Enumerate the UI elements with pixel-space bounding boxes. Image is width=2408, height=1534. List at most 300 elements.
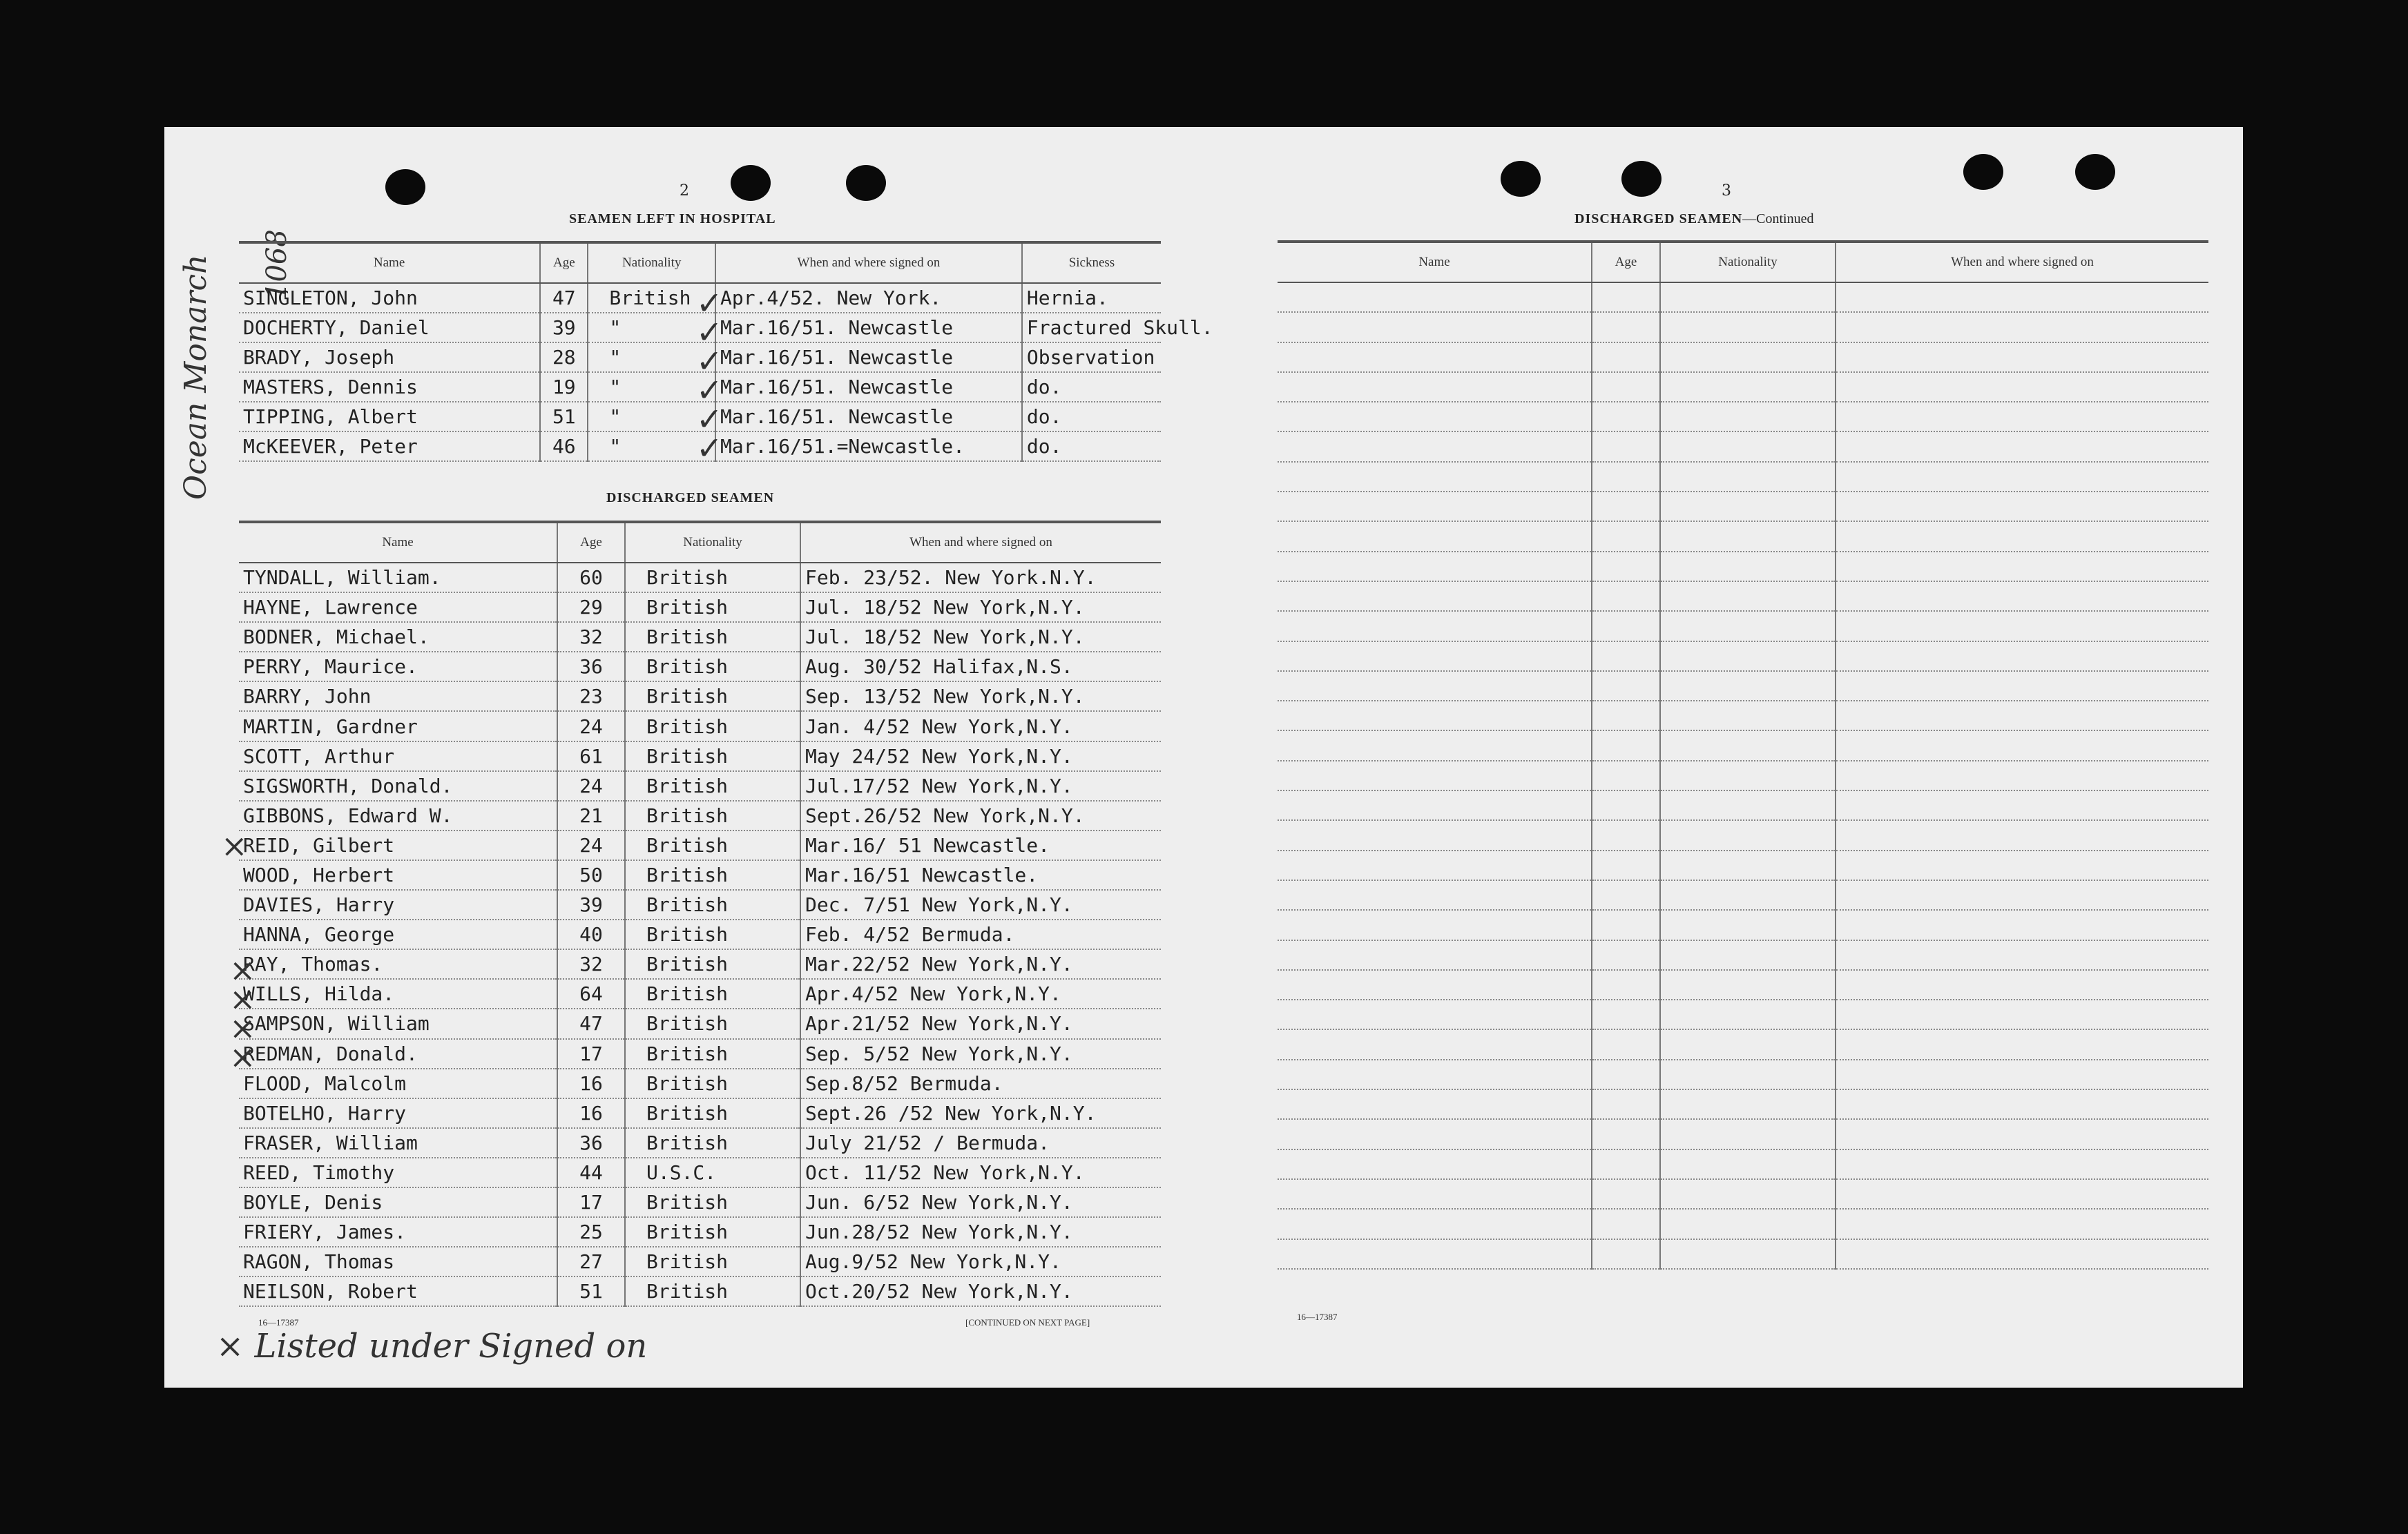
table-row [239, 1069, 1161, 1098]
table-cell: British [625, 592, 800, 622]
blank-cell [1278, 851, 1592, 880]
blank-cell [1592, 820, 1660, 850]
column-header: When and where signed on [715, 242, 1022, 283]
blank-cell [1592, 761, 1660, 790]
blank-cell [1592, 312, 1660, 342]
table-cell: 36 [557, 652, 625, 681]
table-cell: Jun.28/52 New York,N.Y. [800, 1217, 1161, 1247]
hospital-section-title: SEAMEN LEFT IN HOSPITAL [569, 211, 776, 226]
blank-row [1278, 492, 2208, 521]
bottom-handwritten-note: × Listed under Signed on [216, 1327, 648, 1366]
table-cell: British [625, 1247, 800, 1276]
blank-row [1278, 462, 2208, 492]
discharged-table [239, 521, 1161, 1307]
table-cell: British [625, 741, 800, 771]
table-cell: 60 [557, 563, 625, 592]
table-cell: Sep. 13/52 New York,N.Y. [800, 681, 1161, 711]
table-cell: British [625, 563, 800, 592]
blank-cell [1836, 1060, 2208, 1089]
table-cell: Sept.26 /52 New York,N.Y. [800, 1098, 1161, 1128]
continued-table [1278, 240, 2208, 1270]
table-cell: 19 [540, 372, 588, 402]
table-cell: BARRY, John [239, 681, 557, 711]
blank-cell [1278, 1029, 1592, 1059]
blank-row [1278, 790, 2208, 820]
table-cell: 24 [557, 831, 625, 860]
blank-cell [1660, 492, 1836, 521]
table-cell: Aug.9/52 New York,N.Y. [800, 1247, 1161, 1276]
document-sheet [164, 127, 2243, 1388]
table-cell: SINGLETON, John [239, 283, 540, 313]
blank-cell [1592, 790, 1660, 820]
table-cell: Mar.16/51.=Newcastle. [715, 431, 1022, 461]
blank-row [1278, 970, 2208, 1000]
blank-cell [1836, 730, 2208, 760]
table-cell: 32 [557, 949, 625, 979]
blank-cell [1592, 521, 1660, 551]
blank-cell [1836, 581, 2208, 611]
blank-cell [1836, 701, 2208, 730]
blank-cell [1836, 372, 2208, 402]
blank-cell [1660, 342, 1836, 372]
blank-cell [1592, 342, 1660, 372]
table-cell: 46 [540, 431, 588, 461]
blank-cell [1836, 431, 2208, 461]
blank-cell [1660, 671, 1836, 701]
table-cell: BRADY, Joseph [239, 342, 540, 372]
blank-cell [1836, 552, 2208, 581]
blank-cell [1836, 910, 2208, 940]
blank-cell [1592, 282, 1660, 312]
blank-cell [1660, 701, 1836, 730]
blank-cell [1836, 1029, 2208, 1059]
table-cell: May 24/52 New York,N.Y. [800, 741, 1161, 771]
table-cell: British [625, 890, 800, 920]
blank-cell [1836, 851, 2208, 880]
blank-cell [1660, 761, 1836, 790]
table-cell: Dec. 7/51 New York,N.Y. [800, 890, 1161, 920]
column-header: When and where signed on [800, 522, 1161, 563]
table-cell: SCOTT, Arthur [239, 741, 557, 771]
table-row [239, 1217, 1161, 1247]
table-cell: FRASER, William [239, 1128, 557, 1158]
blank-row [1278, 761, 2208, 790]
table-cell: British [625, 801, 800, 831]
blank-cell [1592, 372, 1660, 402]
blank-cell [1660, 940, 1836, 970]
table-row [239, 1098, 1161, 1128]
table-cell: Sep.8/52 Bermuda. [800, 1069, 1161, 1098]
table-row [239, 622, 1161, 652]
blank-cell [1278, 701, 1592, 730]
blank-cell [1592, 851, 1660, 880]
page-number-right: 3 [1722, 182, 1731, 200]
blank-cell [1592, 1239, 1660, 1269]
blank-cell [1660, 282, 1836, 312]
blank-cell [1592, 611, 1660, 641]
blank-cell [1660, 402, 1836, 431]
blank-cell [1660, 1089, 1836, 1119]
column-header: Name [239, 522, 557, 563]
blank-row [1278, 552, 2208, 581]
blank-cell [1278, 611, 1592, 641]
blank-cell [1660, 312, 1836, 342]
table-row [239, 681, 1161, 711]
table-cell: Oct. 11/52 New York,N.Y. [800, 1158, 1161, 1187]
check-marks: ✓ ✓ ✓ ✓ ✓ ✓ [696, 284, 723, 467]
table-row [239, 1187, 1161, 1217]
table-cell: SAMPSON, William [239, 1009, 557, 1038]
table-cell: 51 [540, 402, 588, 431]
table-cell: 17 [557, 1187, 625, 1217]
blank-cell [1836, 880, 2208, 910]
blank-cell [1660, 521, 1836, 551]
table-cell: Jan. 4/52 New York,N.Y. [800, 711, 1161, 741]
blank-row [1278, 1029, 2208, 1059]
table-cell: 17 [557, 1039, 625, 1069]
blank-cell [1278, 820, 1592, 850]
blank-cell [1592, 402, 1660, 431]
blank-row [1278, 820, 2208, 850]
table-cell: PERRY, Maurice. [239, 652, 557, 681]
table-cell: 39 [557, 890, 625, 920]
table-row [239, 711, 1161, 741]
blank-cell [1592, 431, 1660, 461]
blank-row [1278, 312, 2208, 342]
blank-cell [1836, 820, 2208, 850]
blank-cell [1592, 1149, 1660, 1179]
column-header: Age [540, 242, 588, 283]
blank-cell [1836, 1209, 2208, 1239]
blank-row [1278, 940, 2208, 970]
table-cell: Sep. 5/52 New York,N.Y. [800, 1039, 1161, 1069]
blank-cell [1836, 970, 2208, 1000]
blank-cell [1836, 402, 2208, 431]
blank-cell [1592, 701, 1660, 730]
blank-cell [1278, 730, 1592, 760]
table-row [239, 1039, 1161, 1069]
table-cell: RAY, Thomas. [239, 949, 557, 979]
table-cell: Feb. 4/52 Bermuda. [800, 920, 1161, 949]
blank-cell [1592, 552, 1660, 581]
blank-cell [1660, 820, 1836, 850]
blank-cell [1592, 1179, 1660, 1209]
table-cell: 47 [540, 283, 588, 313]
table-row [239, 741, 1161, 771]
blank-cell [1278, 970, 1592, 1000]
blank-cell [1278, 552, 1592, 581]
blank-row [1278, 1119, 2208, 1149]
table-cell: British [625, 681, 800, 711]
margin-note: Ocean Monarch [178, 254, 213, 500]
table-row [239, 979, 1161, 1009]
table-cell: 16 [557, 1069, 625, 1098]
blank-cell [1278, 671, 1592, 701]
blank-row [1278, 282, 2208, 312]
table-row [239, 1009, 1161, 1038]
column-header: Nationality [625, 522, 800, 563]
table-cell: British [625, 1069, 800, 1098]
blank-cell [1592, 462, 1660, 492]
blank-cell [1592, 671, 1660, 701]
blank-cell [1278, 641, 1592, 671]
blank-row [1278, 1149, 2208, 1179]
table-cell: 25 [557, 1217, 625, 1247]
blank-cell [1592, 940, 1660, 970]
table-cell: TIPPING, Albert [239, 402, 540, 431]
blank-cell [1278, 462, 1592, 492]
blank-row [1278, 641, 2208, 671]
table-cell: DOCHERTY, Daniel [239, 313, 540, 342]
blank-cell [1592, 880, 1660, 910]
table-cell: BOTELHO, Harry [239, 1098, 557, 1128]
table-cell: Sept.26/52 New York,N.Y. [800, 801, 1161, 831]
table-cell: REDMAN, Donald. [239, 1039, 557, 1069]
table-cell: Apr.4/52. New York. [715, 283, 1022, 313]
table-cell: Fractured Skull. [1022, 313, 1161, 342]
punch-hole [731, 165, 771, 201]
page-number-left: 2 [680, 182, 689, 200]
blank-row [1278, 581, 2208, 611]
blank-cell [1660, 910, 1836, 940]
table-cell: MARTIN, Gardner [239, 711, 557, 741]
blank-row [1278, 1089, 2208, 1119]
table-cell: Mar.16/51. Newcastle [715, 313, 1022, 342]
cross-marks: × [221, 827, 248, 864]
table-cell: British [625, 1009, 800, 1038]
column-header: Age [1592, 242, 1660, 282]
blank-cell [1836, 761, 2208, 790]
blank-cell [1278, 1119, 1592, 1149]
blank-row [1278, 1060, 2208, 1089]
blank-row [1278, 521, 2208, 551]
table-cell: 27 [557, 1247, 625, 1276]
table-cell: do. [1022, 431, 1161, 461]
blank-row [1278, 342, 2208, 372]
cross-marks: × × × × [229, 951, 256, 1076]
blank-cell [1836, 1119, 2208, 1149]
blank-cell [1660, 851, 1836, 880]
blank-cell [1278, 910, 1592, 940]
table-cell: British [625, 1039, 800, 1069]
blank-row [1278, 1239, 2208, 1269]
blank-cell [1278, 1089, 1592, 1119]
table-row [239, 771, 1161, 801]
table-cell: 21 [557, 801, 625, 831]
table-cell: Apr.4/52 New York,N.Y. [800, 979, 1161, 1009]
blank-cell [1278, 282, 1592, 312]
blank-cell [1660, 552, 1836, 581]
table-row [239, 1276, 1161, 1306]
table-cell: 51 [557, 1276, 625, 1306]
blank-cell [1660, 1029, 1836, 1059]
blank-cell [1278, 761, 1592, 790]
blank-row [1278, 1000, 2208, 1029]
blank-cell [1592, 581, 1660, 611]
table-cell: Mar.22/52 New York,N.Y. [800, 949, 1161, 979]
table-cell: 23 [557, 681, 625, 711]
table-cell: British [625, 771, 800, 801]
table-cell: " [588, 313, 715, 342]
table-cell: MASTERS, Dennis [239, 372, 540, 402]
table-cell: 47 [557, 1009, 625, 1038]
blank-cell [1592, 1000, 1660, 1029]
blank-cell [1592, 1089, 1660, 1119]
table-cell: Jul.17/52 New York,N.Y. [800, 771, 1161, 801]
table-cell: SIGSWORTH, Donald. [239, 771, 557, 801]
table-cell: GIBBONS, Edward W. [239, 801, 557, 831]
table-cell: British [625, 1128, 800, 1158]
table-cell: Mar.16/51. Newcastle [715, 342, 1022, 372]
continued-note: [CONTINUED ON NEXT PAGE] [965, 1317, 1090, 1328]
table-cell: 29 [557, 592, 625, 622]
form-code-right: 16—17387 [1297, 1312, 1338, 1322]
table-cell: 44 [557, 1158, 625, 1187]
table-row [239, 801, 1161, 831]
blank-cell [1278, 581, 1592, 611]
blank-cell [1660, 1179, 1836, 1209]
blank-row [1278, 730, 2208, 760]
blank-cell [1278, 1000, 1592, 1029]
blank-cell [1592, 1029, 1660, 1059]
table-cell: BODNER, Michael. [239, 622, 557, 652]
table-cell: Jul. 18/52 New York,N.Y. [800, 592, 1161, 622]
table-cell: British [625, 949, 800, 979]
table-cell: McKEEVER, Peter [239, 431, 540, 461]
blank-cell [1660, 1209, 1836, 1239]
table-cell: 24 [557, 711, 625, 741]
column-header: Nationality [588, 242, 715, 283]
blank-cell [1592, 1209, 1660, 1239]
blank-row [1278, 701, 2208, 730]
column-header: Age [557, 522, 625, 563]
table-cell: 32 [557, 622, 625, 652]
table-row [239, 890, 1161, 920]
blank-cell [1660, 462, 1836, 492]
blank-cell [1592, 1060, 1660, 1089]
table-cell: British [625, 1217, 800, 1247]
blank-cell [1278, 431, 1592, 461]
blank-cell [1660, 880, 1836, 910]
blank-cell [1836, 1000, 2208, 1029]
blank-cell [1660, 1149, 1836, 1179]
table-row [239, 949, 1161, 979]
blank-cell [1278, 1179, 1592, 1209]
table-cell: British [625, 652, 800, 681]
blank-cell [1278, 1060, 1592, 1089]
blank-cell [1836, 1179, 2208, 1209]
right-section-title: DISCHARGED SEAMEN—Continued [1574, 211, 1814, 226]
blank-row [1278, 671, 2208, 701]
blank-cell [1592, 641, 1660, 671]
table-cell: 28 [540, 342, 588, 372]
column-header: Sickness [1022, 242, 1161, 283]
blank-cell [1278, 790, 1592, 820]
table-cell: FLOOD, Malcolm [239, 1069, 557, 1098]
table-cell: U.S.C. [625, 1158, 800, 1187]
table-cell: July 21/52 / Bermuda. [800, 1128, 1161, 1158]
punch-hole [1621, 161, 1661, 197]
table-cell: Jul. 18/52 New York,N.Y. [800, 622, 1161, 652]
punch-hole [846, 165, 886, 201]
blank-cell [1660, 790, 1836, 820]
blank-cell [1660, 581, 1836, 611]
table-cell: " [588, 342, 715, 372]
blank-cell [1836, 282, 2208, 312]
table-cell: Feb. 23/52. New York.N.Y. [800, 563, 1161, 592]
blank-cell [1660, 1239, 1836, 1269]
table-cell: 16 [557, 1098, 625, 1128]
blank-cell [1278, 1239, 1592, 1269]
blank-cell [1592, 970, 1660, 1000]
table-cell: " [588, 402, 715, 431]
blank-cell [1278, 492, 1592, 521]
table-cell: British [625, 1187, 800, 1217]
table-cell: TYNDALL, William. [239, 563, 557, 592]
table-cell: WILLS, Hilda. [239, 979, 557, 1009]
blank-cell [1836, 790, 2208, 820]
blank-cell [1278, 521, 1592, 551]
blank-cell [1278, 1209, 1592, 1239]
blank-row [1278, 611, 2208, 641]
blank-cell [1660, 372, 1836, 402]
blank-cell [1278, 402, 1592, 431]
blank-cell [1278, 880, 1592, 910]
blank-cell [1660, 1000, 1836, 1029]
blank-cell [1836, 312, 2208, 342]
blank-row [1278, 851, 2208, 880]
table-cell: British [625, 860, 800, 890]
table-cell: Mar.16/ 51 Newcastle. [800, 831, 1161, 860]
blank-cell [1836, 1149, 2208, 1179]
table-cell: 50 [557, 860, 625, 890]
table-cell: British [625, 920, 800, 949]
table-cell: 24 [557, 771, 625, 801]
table-cell: FRIERY, James. [239, 1217, 557, 1247]
punch-hole [2075, 154, 2115, 190]
form-code-left: 16—17387 [258, 1317, 299, 1328]
table-row [239, 592, 1161, 622]
blank-cell [1836, 1239, 2208, 1269]
table-cell: BOYLE, Denis [239, 1187, 557, 1217]
blank-cell [1592, 1119, 1660, 1149]
table-cell: Mar.16/51. Newcastle [715, 372, 1022, 402]
blank-row [1278, 880, 2208, 910]
table-cell: Mar.16/51. Newcastle [715, 402, 1022, 431]
blank-cell [1836, 342, 2208, 372]
table-cell: Apr.21/52 New York,N.Y. [800, 1009, 1161, 1038]
blank-cell [1836, 641, 2208, 671]
blank-cell [1278, 372, 1592, 402]
blank-row [1278, 402, 2208, 431]
blank-row [1278, 431, 2208, 461]
punch-hole [385, 169, 425, 205]
punch-hole [1501, 161, 1541, 197]
blank-cell [1660, 611, 1836, 641]
column-header: Name [1278, 242, 1592, 282]
blank-cell [1660, 1119, 1836, 1149]
blank-cell [1660, 970, 1836, 1000]
column-header: Name [239, 242, 540, 283]
table-row [239, 652, 1161, 681]
table-cell: Observation [1022, 342, 1161, 372]
blank-row [1278, 372, 2208, 402]
table-cell: 39 [540, 313, 588, 342]
blank-cell [1592, 492, 1660, 521]
table-cell: Jun. 6/52 New York,N.Y. [800, 1187, 1161, 1217]
table-row [239, 1247, 1161, 1276]
table-cell: " [588, 372, 715, 402]
